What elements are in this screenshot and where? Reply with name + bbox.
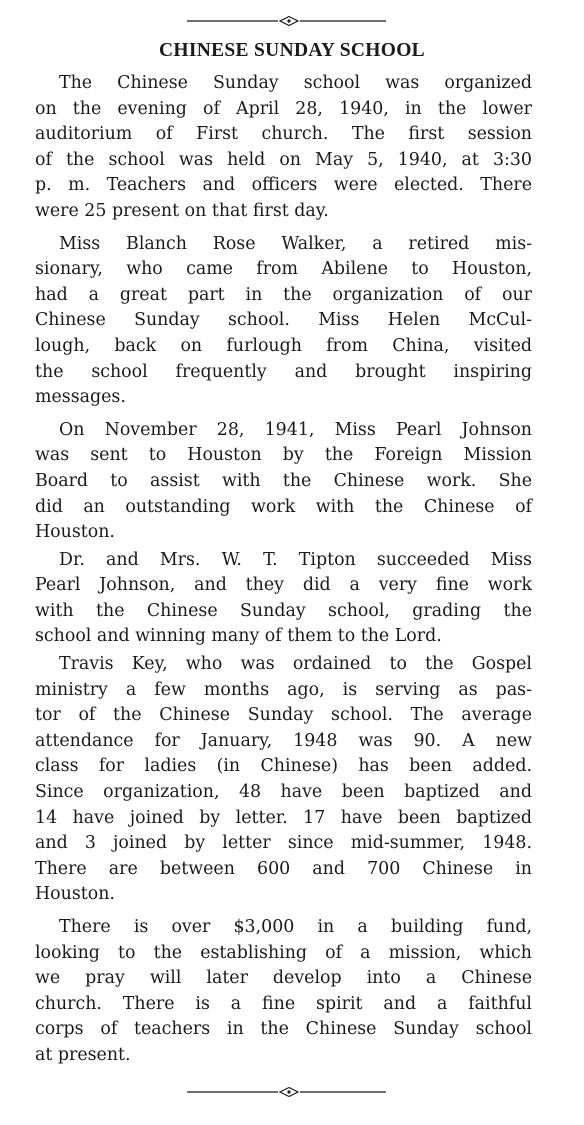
paragraph-line: with the Chinese Sunday school, grading the	[35, 600, 532, 621]
paragraph-line: the school frequently and brought inspiring	[35, 361, 532, 382]
paragraph-line: 14 have joined by letter. 17 have been baptized	[35, 807, 532, 828]
article-paragraph	[35, 232, 532, 411]
paragraph-line: Houston.	[35, 884, 115, 905]
paragraph-line: at present.	[35, 1044, 131, 1065]
paragraph-line: church. There is a fine spirit and a faithful	[35, 993, 532, 1014]
paragraph-line: Miss Blanch Rose Walker, a retired mis-	[59, 233, 532, 254]
paragraph-line: There is over $3,000 in a building fund,	[59, 917, 532, 937]
paragraph-line: on the evening of April 28, 1940, in the lower	[35, 98, 532, 119]
paragraph-line: class for ladies (in Chinese) has been added.	[35, 756, 532, 777]
article-body	[35, 71, 532, 1069]
paragraph-line: tor of the Chinese Sunday school. The average	[35, 705, 532, 726]
paragraph-line: Board to assist with the Chinese work. She	[35, 470, 532, 491]
paragraph-line: we pray will later develop into a Chinese	[35, 968, 532, 989]
paragraph-line: corps of teachers in the Chinese Sunday school	[35, 1019, 532, 1040]
top-divider-ornament-icon	[0, 14, 584, 28]
paragraph-line: auditorium of First church. The first session	[35, 124, 532, 145]
article-paragraph	[35, 915, 532, 1069]
paragraph-line: were 25 present on that first day.	[35, 200, 329, 221]
paragraph-line: messages.	[35, 387, 126, 408]
article-paragraph	[35, 418, 532, 546]
article-paragraph	[35, 71, 532, 225]
paragraph-line: Chinese Sunday school. Miss Helen McCul-	[35, 310, 532, 331]
paragraph-line: p. m. Teachers and officers were elected. There	[35, 175, 532, 196]
article-title: CHINESE SUNDAY SCHOOL	[158, 40, 425, 61]
paragraph-line: sionary, who came from Abilene to Houston,	[35, 259, 532, 280]
paragraph-line: On November 28, 1941, Miss Pearl Johnson	[59, 419, 532, 440]
paragraph-line: Travis Key, who was ordained to the Gospel	[59, 654, 532, 675]
paragraph-line: lough, back on furlough from China, visited	[35, 335, 532, 356]
bottom-divider-ornament-icon	[0, 1085, 584, 1099]
paragraph-gap	[35, 908, 532, 915]
paragraph-line: had a great part in the organization of our	[35, 284, 532, 305]
paragraph-line: attendance for January, 1948 was 90. A new	[35, 730, 532, 751]
paragraph-line: and 3 joined by letter since mid-summer, 1948.	[35, 833, 532, 854]
paragraph-line: The Chinese Sunday school was organized	[59, 73, 532, 93]
paragraph-gap	[35, 225, 532, 232]
article-paragraph	[35, 652, 532, 908]
paragraph-line: of the school was held on May 5, 1940, at 3:30	[35, 149, 532, 170]
paragraph-line: Pearl Johnson, and they did a very fine work	[35, 575, 532, 596]
paragraph-gap	[35, 411, 532, 418]
paragraph-line: Dr. and Mrs. W. T. Tipton succeeded Miss	[59, 549, 532, 570]
article-paragraph	[35, 548, 532, 650]
paragraph-line: Houston.	[35, 522, 115, 543]
paragraph-line: ministry a few months ago, is serving as pas-	[35, 679, 532, 700]
paragraph-line: did an outstanding work with the Chinese of	[35, 496, 532, 517]
paragraph-line: was sent to Houston by the Foreign Mission	[35, 445, 532, 466]
paragraph-line: looking to the establishing of a mission, which	[35, 942, 532, 963]
paragraph-line: Since organization, 48 have been baptized and	[35, 782, 532, 803]
paragraph-line: school and winning many of them to the Lord.	[35, 626, 442, 647]
paragraph-line: There are between 600 and 700 Chinese in	[35, 858, 532, 879]
